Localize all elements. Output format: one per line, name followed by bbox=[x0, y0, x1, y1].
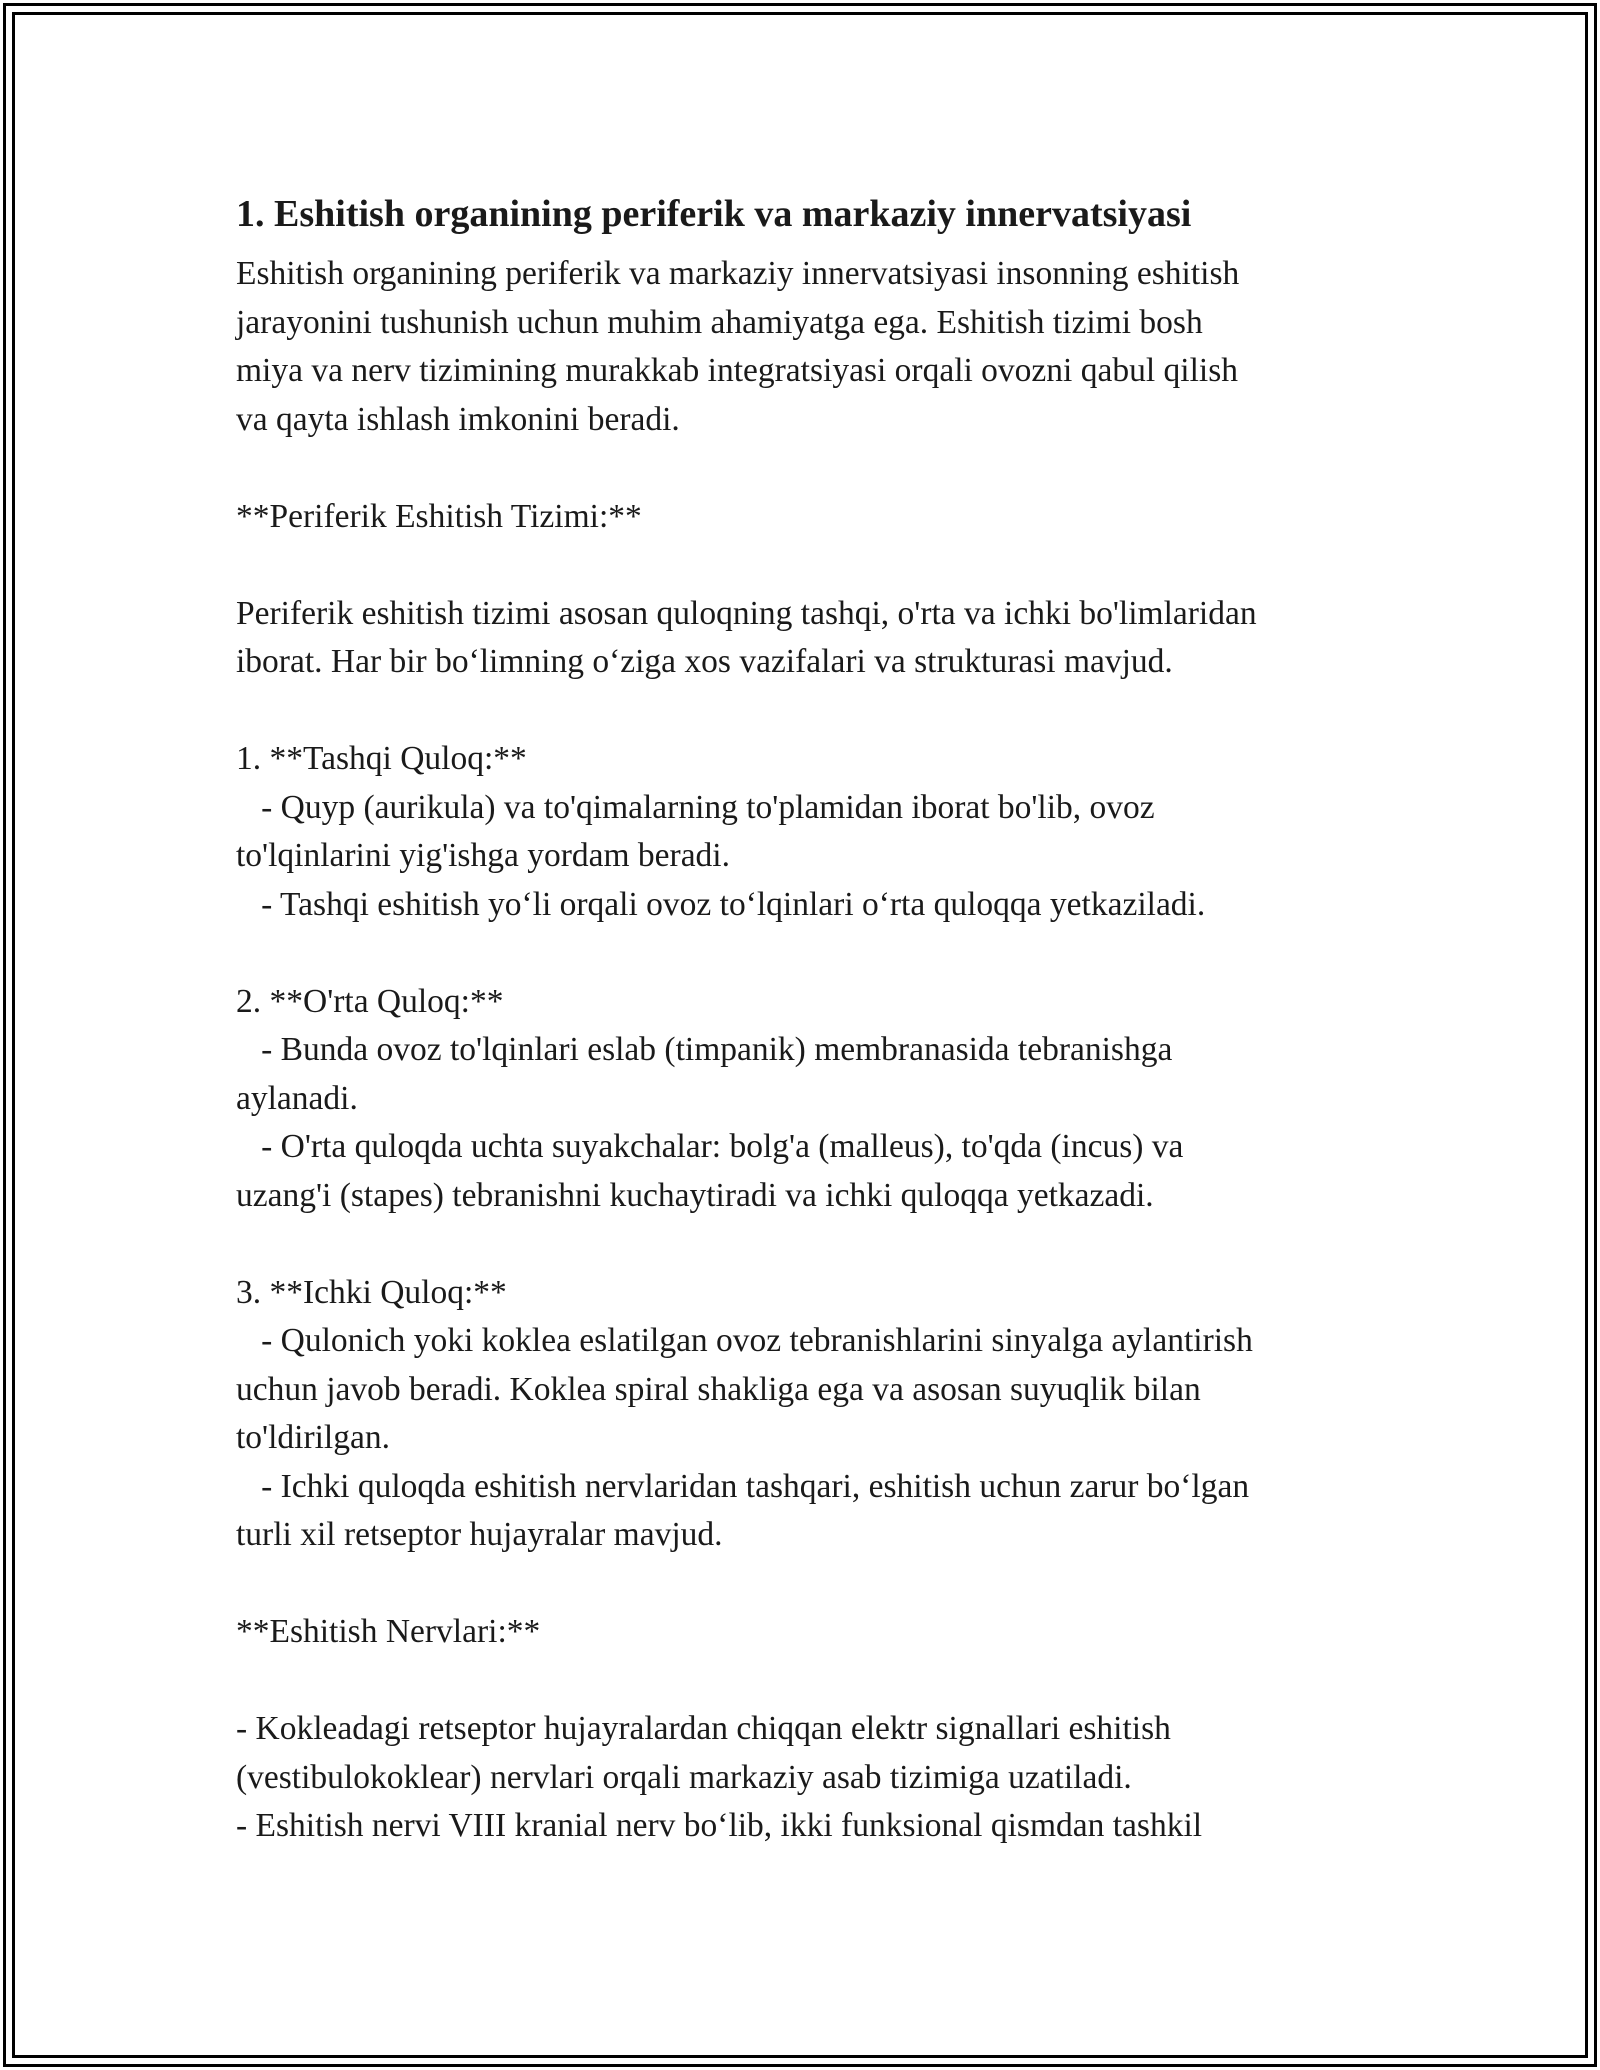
list-item-line: - Bunda ovoz to'lqinlari eslab (timpanik) membranasida tebranishga bbox=[236, 1031, 1173, 1068]
paragraph-line: - Kokleadagi retseptor hujayralardan chiqqan elektr signallari eshitish bbox=[236, 1710, 1171, 1747]
list-item-line: uchun javob beradi. Koklea spiral shakliga ega va asosan suyuqlik bilan bbox=[236, 1370, 1201, 1408]
paragraph-line: va qayta ishlash imkonini beradi. bbox=[236, 400, 680, 438]
document-body bbox=[236, 188, 1386, 1851]
paragraph-line: iborat. Har bir bo‘limning o‘ziga xos vazifalari va strukturasi mavjud. bbox=[236, 643, 1173, 680]
list-item-line: aylanadi. bbox=[236, 1079, 358, 1117]
list-item-line: - Qulonich yoki koklea eslatilgan ovoz tebranishlarini sinyalga aylantirish bbox=[236, 1322, 1253, 1359]
paragraph-line: Periferik eshitish tizimi asosan quloqning tashqi, o'rta va ichki bo'limlaridan bbox=[236, 594, 1257, 632]
peripheral-paragraph bbox=[236, 590, 1386, 687]
blank-line bbox=[236, 444, 1386, 493]
blank-line bbox=[236, 687, 1386, 736]
paragraph-line: miya va nerv tizimining murakkab integratsiyasi orqali ovozni qabul qilish bbox=[236, 352, 1238, 389]
paragraph-line: jarayonini tushunish uchun muhim ahamiyatga ega. Eshitish tizimi bosh bbox=[236, 303, 1203, 341]
list-item-middle-ear bbox=[236, 978, 1386, 1221]
list-item-line: uzang'i (stapes) tebranishni kuchaytiradi va ichki quloqqa yetkazadi. bbox=[236, 1176, 1154, 1214]
list-item-heading: 3. **Ichki Quloq:** bbox=[236, 1273, 507, 1311]
list-item-line: to'ldirilgan. bbox=[236, 1419, 390, 1456]
list-item-line: to'lqinlarini yig'ishga yordam beradi. bbox=[236, 837, 730, 874]
section-heading-peripheral: **Periferik Eshitish Tizimi:** bbox=[236, 497, 642, 535]
list-item-line: - Tashqi eshitish yo‘li orqali ovoz to‘lqinlari o‘rta quloqqa yetkaziladi. bbox=[236, 885, 1206, 923]
section-heading-nerves: **Eshitish Nervlari:** bbox=[236, 1613, 541, 1650]
document-title: 1. Eshitish organining periferik va markaziy innervatsiyasi bbox=[236, 193, 1192, 235]
list-item-inner-ear bbox=[236, 1269, 1386, 1560]
list-item-heading: 2. **O'rta Quloq:** bbox=[236, 982, 504, 1020]
list-item-line: - Quyp (aurikula) va to'qimalarning to'plamidan iborat bo'lib, ovoz bbox=[236, 788, 1155, 826]
paragraph-line: (vestibulokoklear) nervlari orqali markaziy asab tizimiga uzatiladi. bbox=[236, 1758, 1132, 1796]
list-item-line: - Ichki quloqda eshitish nervlaridan tashqari, eshitish uchun zarur bo‘lgan bbox=[236, 1467, 1250, 1505]
list-item-line: turli xil retseptor hujayralar mavjud. bbox=[236, 1516, 723, 1553]
paragraph-line: - Eshitish nervi VIII kranial nerv bo‘lib, ikki funksional qismdan tashkil bbox=[236, 1807, 1203, 1844]
nerves-paragraph bbox=[236, 1705, 1386, 1851]
blank-line bbox=[236, 929, 1386, 978]
blank-line bbox=[236, 1220, 1386, 1269]
paragraph-line: Eshitish organining periferik va markaziy innervatsiyasi insonning eshitish bbox=[236, 255, 1240, 292]
blank-line bbox=[236, 1657, 1386, 1706]
list-item-outer-ear bbox=[236, 735, 1386, 929]
blank-line bbox=[236, 541, 1386, 590]
list-item-heading: 1. **Tashqi Quloq:** bbox=[236, 740, 527, 777]
intro-paragraph bbox=[236, 250, 1386, 444]
list-item-line: - O'rta quloqda uchta suyakchalar: bolg'a (malleus), to'qda (incus) va bbox=[236, 1128, 1184, 1165]
blank-line bbox=[236, 1560, 1386, 1609]
